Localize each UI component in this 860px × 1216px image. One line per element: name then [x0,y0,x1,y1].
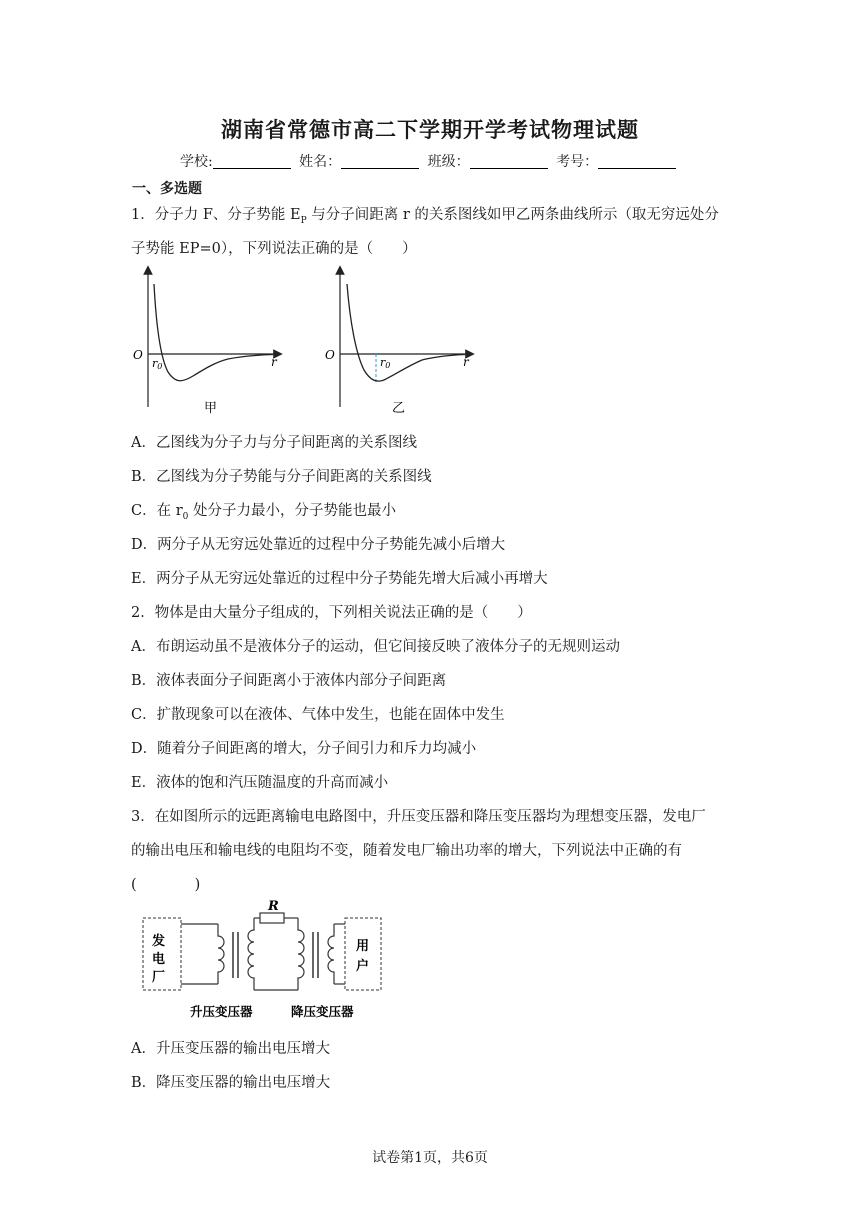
school-label: 学校: [180,154,213,170]
step-up-primary-coil [218,924,224,984]
exam-no-label: 考号： [556,154,599,170]
q2-option-d: D．随着分子间距离的增大，分子间引力和斥力均减小 [131,741,477,757]
generator-char-3: 厂 [152,970,166,985]
q1-option-c: C．在 $r_0$ 处分子力最小，分子势能也最小 [131,503,396,522]
yi-x-label: r [463,355,469,369]
page-title: 湖南省常德市高二下学期开学考试物理试题 [221,118,639,142]
jia-curve [154,284,273,381]
resistor [260,913,284,923]
yi-r0: r0 [380,356,391,370]
q1-figure-yi [320,262,480,420]
jia-origin: O [133,348,143,362]
q1-option-d: D．两分子从无穷远处靠近的过程中分子势能先减小后增大 [131,537,506,553]
jia-r0: r0 [152,357,163,371]
q3-stem-line3: ( ) [131,877,201,893]
section-heading: 一、多选题 [132,181,202,197]
resistor-label: R [268,899,279,914]
student-info-line [180,151,680,171]
q3-circuit-figure [138,898,388,1026]
school-blank[interactable] [213,154,291,169]
q1-option-b: B．乙图线为分子势能与分子间距离的关系图线 [131,469,432,485]
yi-curve [347,284,465,381]
q3-stem-line1: 3．在如图所示的远距离输电电路图中，升压变压器和降压变压器均为理想变压器，发电厂 [131,809,706,825]
step-up-secondary-coil [248,918,254,990]
step-down-caption: 降压变压器 [291,1004,354,1019]
q3-option-b: B．降压变压器的输出电压增大 [131,1075,331,1091]
user-box [345,918,381,990]
name-label: 姓名： [299,154,342,170]
jia-x-label: r [271,355,277,369]
page-footer: 试卷第1页，共6页 [372,1150,488,1166]
q1-option-e: E．两分子从无穷远处靠近的过程中分子势能先增大后减小再增大 [131,571,548,587]
step-up-caption: 升压变压器 [190,1004,253,1019]
step-down-secondary-coil [328,924,334,984]
q3-stem-line2: 的输出电压和输电线的电阻均不变，随着发电厂输出功率的增大，下列说法中正确的有 [131,843,682,859]
exam-no-blank[interactable] [598,154,676,169]
class-label: 班级： [427,154,470,170]
name-blank[interactable] [341,154,419,169]
q2-option-e: E．液体的饱和汽压随温度的升高而减小 [131,775,389,791]
q1-stem-line1: 1．分子力 F、分子势能 $E_P$ 与分子间距离 r 的关系图线如甲乙两条曲线所示（取无穷远处分 [131,207,719,226]
jia-caption: 甲 [204,401,218,416]
q1-figure-jia [128,262,288,420]
step-down-primary-coil [298,918,304,990]
yi-caption: 乙 [392,401,406,416]
q2-option-a: A．布朗运动虽不是液体分子的运动，但它间接反映了液体分子的无规则运动 [131,639,620,655]
q2-option-b: B．液体表面分子间距离小于液体内部分子间距离 [131,673,447,689]
q1-stem-line2: 子势能 EP=0），下列说法正确的是（ ） [131,241,417,257]
q2-option-c: C．扩散现象可以在液体、气体中发生，也能在固体中发生 [131,707,505,723]
yi-origin: O [325,348,335,362]
generator-char-2: 电 [152,952,166,967]
q1-option-a: A．乙图线为分子力与分子间距离的关系图线 [131,435,417,451]
q3-option-a: A．升压变压器的输出电压增大 [131,1041,330,1057]
user-char-2: 户 [356,959,370,974]
user-char-1: 用 [356,939,370,954]
generator-char-1: 发 [152,934,166,949]
q2-stem: 2．物体是由大量分子组成的，下列相关说法正确的是（ ） [131,605,532,621]
class-blank[interactable] [470,154,548,169]
